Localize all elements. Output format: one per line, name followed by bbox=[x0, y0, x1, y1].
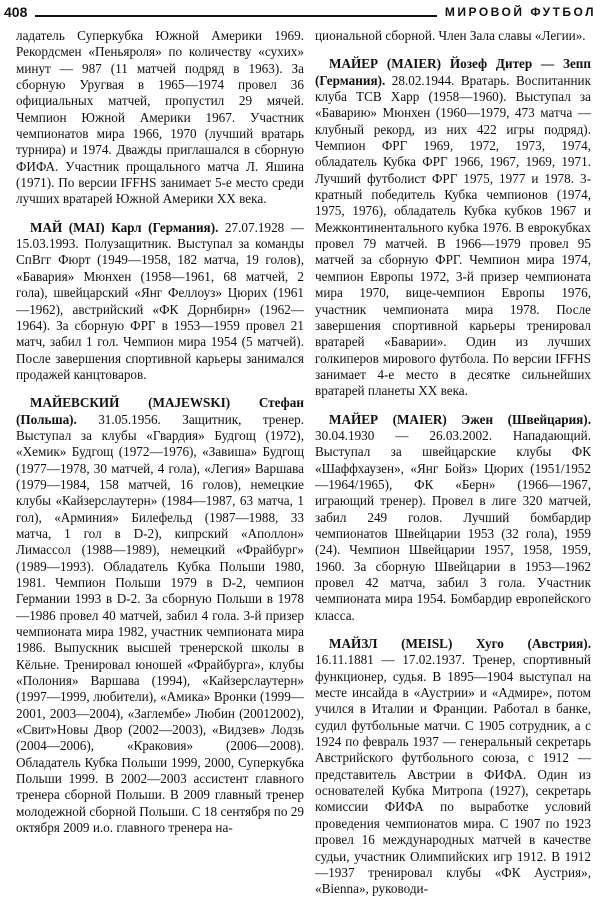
entry-text: 28.02.1944. Вратарь. Воспитанник клуба TCB Харр (1958—1960). Выступал за «Баварию» Мюнхен (1960—1979, 473 матча — клубный рекорд, из них 422 игры подряд). Чемпион ФРГ 1969, 1972, 1973, 1974, обладатель Кубка ФРГ 1966, 1967, 1969, 1971. Лучший футболист ФРГ 1975, 1977 и 1978. 3-кратный победитель Кубка чемпионов (1974, 1975, 1976), обладатель Кубка кубков 1967 и Межконтинентального кубка 1976. В еврокубках провел 79 матчей. В 1966—1979 провел 95 матчей за сборную ФРГ. Чемпион мира 1974, чемпион Европы 1972, 3-й призер чемпионата мира 1970, вице-чемпион Европы 1976, участник чемпионата мира 1978. После завершения спортивной карьеры тренировал вратарей «Баварии». Один из лучших голкиперов мирового футбола. По версии IFFHS занимает 4-е место в десятке сильнейших вратарей планеты XX века. bbox=[315, 72, 591, 399]
entry-mai-karl bbox=[16, 220, 304, 383]
entry-text: 27.07.1928 — 15.03.1993. Полузащитник. Выступал за команды СпВгг Фюрт (1949—1958, 182 матча, 19 голов), «Бавария» Мюнхен (1958—1961, 68 матчей, 2 гола), швейцарский «Янг Феллоуз» Цюрих (1961—1962), австрийский «ФК Дорнбирн» (1962—1964). За сборную ФРГ в 1953—1959 провел 21 матч, забил 1 гол. Чемпион мира 1954 (5 матчей). После завершения спортивной карьеры занимался продажей канцтоваров. bbox=[16, 219, 304, 382]
entry-text: 31.05.1956. Защитник, тренер. Выступал за клубы «Гвардия» Будгощ (1972), «Хемик» Будгощ (1972—1976), «Завиша» Будгощ (1977—1978, 30 матчей, 4 гола), «Легия» Варшава (1979—1984, 158 матчей, 16 голов), немецкие клубы «Кайзерслаутерн» (1984—1987, 63 матча, 1 гол), «Арминия» Билефельд (1987—1988, 33 матча, 1 гол в D-2), кипрский «Аполлон» Лимассол (1988—1989), немецкий «Фрайбург» (1989—1993). Обладатель Кубка Польши 1980, 1981. Чемпион Польши 1979 в D-2, чемпион Германии 1993 в D-2. За сборную Польши в 1978—1986 провел 40 матчей, забил 4 гола. 3-й призер чемпионата мира 1982, участник чемпионата мира 1986. Выпускник высшей тренерской школы в Кёльне. Тренировал юношей «Фрайбурга», клубы «Полония» Варшава (1994), «Кайзерслаутерн» (1997—1999, любители), «Амика» Вронки (1999—2001, 2003—2004), «Заглембе» Любин (20012002), «Свит»Новы Двор (2002—2003), «Видзев» Лодзь (2004—2006), «Краковия» (2006—2008). Обладатель Кубка Польши 1999, 2000, Суперкубка Польши 1999. В 2002—2003 ассистент главного тренера сборной Польши. В 2009 главный тренер молодежной сборной Польши. С 18 сентября по 29 октября 2009 и.о. главного тренера на- bbox=[16, 411, 304, 836]
entry-continuation bbox=[16, 28, 304, 208]
entry-continuation bbox=[315, 28, 591, 44]
entry-text: 30.04.1930 — 26.03.2002. Нападающий. Выступал за швейцарские клубы ФК «Шаффхаузен», «Янг Бойз» Цюрих (1951/1952—1964/1965), ФК «Берн» (1966—1967, играющий тренер). Провел в лиге 320 матчей, забил 249 голов. Лучший бомбардир чемпионатов Швейцарии 1953 (32 гола), 1959 (24). Чемпион Швейцарии 1957, 1958, 1959, 1960. За сборную Швейцарии в 1953—1962 провел 42 матча, забил 3 гола. Участник чемпионата мира 1954. Бомбардир европейского класса. bbox=[315, 427, 591, 623]
entry-heading: МАЙЕВСКИЙ (MAJEWSKI) Стефан (Польша). bbox=[16, 395, 304, 427]
entry-heading: МАЙЗЛ (MEISL) Хуго (Австрия). bbox=[329, 636, 591, 652]
page-number: 408 bbox=[4, 4, 28, 20]
right-column bbox=[315, 28, 591, 896]
entry-maier-sepp bbox=[315, 56, 591, 399]
entry-majewski-stefan bbox=[16, 395, 304, 836]
entry-heading: МАЙЕР (MAIER) Эжен (Швейцария). bbox=[329, 411, 591, 427]
section-title: МИРОВОЙ ФУТБОЛ bbox=[444, 5, 596, 19]
entry-heading: МАЙ (MAI) Карл (Германия). bbox=[30, 219, 219, 235]
entry-heading: МАЙЕР (MAIER) Йозеф Дитер — Зепп (Германия). bbox=[315, 56, 591, 88]
entry-text: ладатель Суперкубка Южной Америки 1969. Рекордсмен «Пеньяроля» по количеству «сухих» минут — 987 (11 матчей подряд в 1963). За сборную Уругвая в 1965—1974 провел 36 официальных матчей, пропустил 29 мячей. Чемпион Южной Америки 1967. Участник чемпионатов мира 1966, 1970 (лучший вратарь турнира) и 1974. Дважды приглашался в сборную ФИФА. Участник прощального матча Л. Яшина (1971). По версии IFFHS занимает 5-е место среди лучших вратарей Южной Америки XX века. bbox=[16, 28, 304, 207]
left-column bbox=[16, 28, 304, 896]
entry-text: 16.11.1881 — 17.02.1937. Тренер, спортивный функционер, судья. В 1895—1904 выступал на месте инсайда в «Аустрии» и «Адмире», потом учился в Италии и Франции. Работал в банке, судил футбольные матчи. С 1905 сотрудник, а с 1924 по февраль 1937 — генеральный секретарь Австрийского футбольного союза, с 1912 — представитель Австрии в ФИФА. Один из основателей Кубка Митропа (1927), секретарь комиссии ФИФА по выработке условий проведения чемпионатов мира. С 1907 по 1923 провел 16 международных матчей в качестве судьи, участник Олимпийских игр 1912. В 1912—1937 тренировал клубы «ФК Аустрия», «Вienna», руководи- bbox=[315, 652, 591, 896]
entry-text: циональной сборной. Член Зала славы «Легии». bbox=[315, 28, 586, 43]
running-header bbox=[4, 2, 596, 20]
entry-meisl-hugo bbox=[315, 636, 591, 896]
header-rule bbox=[35, 15, 437, 17]
entry-maier-eugen bbox=[315, 412, 591, 624]
